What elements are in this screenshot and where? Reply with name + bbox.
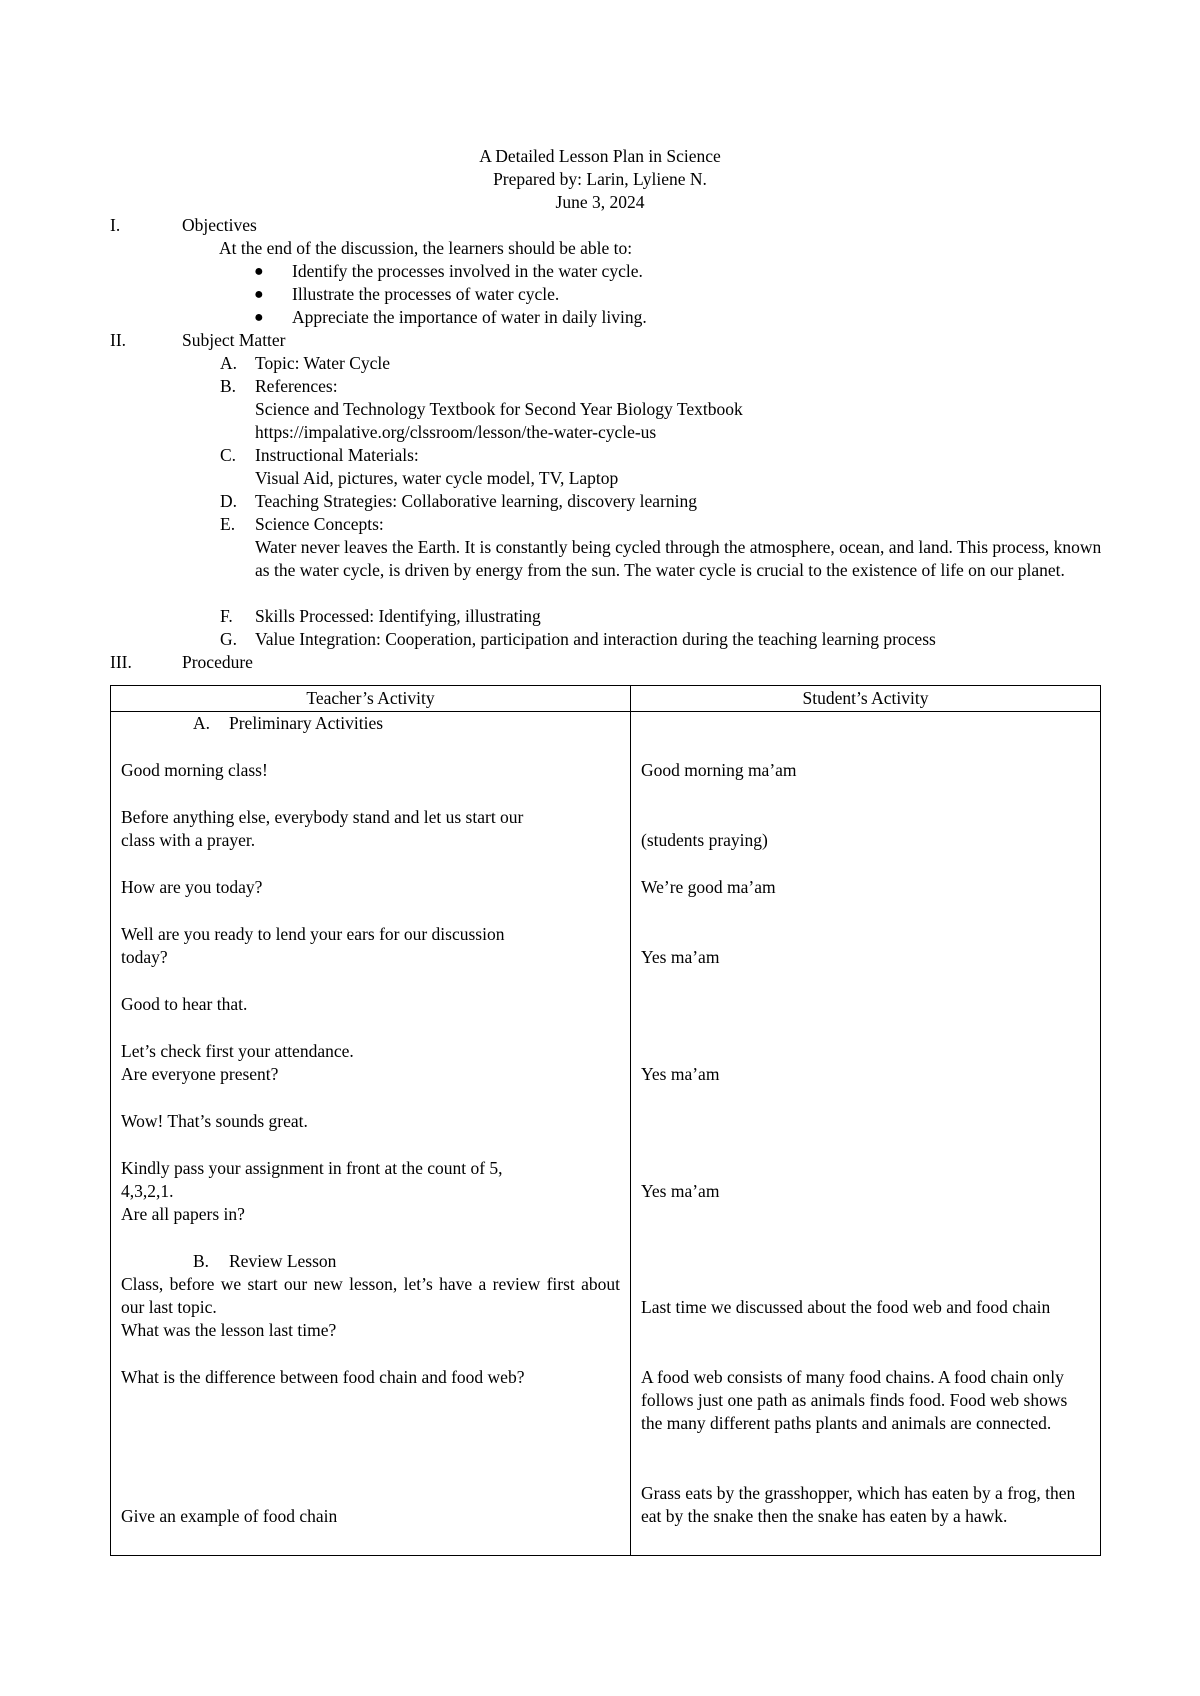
objectives-intro: At the end of the discussion, the learners should be able to:	[219, 238, 633, 258]
teacher-line: Give an example of food chain	[121, 1506, 338, 1526]
document-header	[0, 145, 1200, 214]
table-header-row	[111, 686, 1101, 712]
section-numeral: II.	[110, 330, 127, 350]
student-line: (students praying)	[641, 830, 768, 850]
item-letter: G.	[220, 629, 238, 649]
review-heading	[121, 1250, 620, 1273]
section-numeral: I.	[110, 215, 121, 235]
student-line: A food web consists of many food chains. A food chain only follows just one path as animals finds food. Food web shows the many different paths plants and animals are connected.	[641, 1367, 1068, 1433]
teacher-line: What is the difference between food chain and food web?	[121, 1367, 525, 1387]
teacher-line: Good to hear that.	[121, 994, 248, 1014]
teacher-activity-cell	[111, 712, 631, 1556]
item-text: Topic: Water Cycle	[255, 353, 391, 373]
item-letter: F.	[220, 606, 233, 626]
references-item	[110, 375, 1110, 398]
item-text: Teaching Strategies: Collaborative learning, discovery learning	[255, 491, 697, 511]
section-subject-matter	[110, 329, 1110, 352]
student-line: We’re good ma’am	[641, 877, 776, 897]
student-activity-cell	[631, 712, 1101, 1556]
item-text: Value Integration: Cooperation, participation and interaction during the teaching learning process	[255, 629, 936, 649]
reference-line: Science and Technology Textbook for Second Year Biology Textbook	[255, 399, 743, 419]
teacher-line: How are you today?	[121, 877, 263, 897]
procedure-table	[110, 685, 1101, 1556]
section-heading: Procedure	[182, 652, 253, 672]
student-line: Yes ma’am	[641, 947, 720, 967]
student-line: Yes ma’am	[641, 1181, 720, 1201]
document-date: June 3, 2024	[555, 192, 645, 212]
concepts-item	[110, 513, 1110, 536]
teacher-line: Before anything else, everybody stand and let us start our	[121, 807, 524, 827]
item-text: References:	[255, 376, 338, 396]
section-numeral: III.	[110, 652, 132, 672]
materials-item	[110, 444, 1110, 467]
item-letter: C.	[220, 445, 237, 465]
teacher-line: Let’s check first your attendance.	[121, 1041, 354, 1061]
objective-item	[110, 306, 1110, 329]
item-text: Science Concepts:	[255, 514, 384, 534]
topic-item	[110, 352, 1110, 375]
student-line: Good morning ma’am	[641, 760, 797, 780]
objective-text: Identify the processes involved in the water cycle.	[292, 261, 643, 281]
objective-item	[110, 260, 1110, 283]
teacher-line: Are all papers in?	[121, 1204, 245, 1224]
teacher-line: Wow! That’s sounds great.	[121, 1111, 308, 1131]
prepared-by: Prepared by: Larin, Lyliene N.	[493, 169, 707, 189]
objective-text: Illustrate the processes of water cycle.	[292, 284, 560, 304]
item-letter: A.	[220, 353, 238, 373]
item-text: Skills Processed: Identifying, illustrating	[255, 606, 541, 626]
table-row	[111, 712, 1101, 1556]
item-text: Preliminary Activities	[229, 713, 384, 733]
bullet-icon: ●	[254, 286, 264, 303]
column-header-teacher: Teacher’s Activity	[111, 686, 631, 712]
item-text: Review Lesson	[229, 1251, 337, 1271]
skills-item	[110, 605, 1110, 628]
document-title: A Detailed Lesson Plan in Science	[479, 146, 721, 166]
teacher-line: 4,3,2,1.	[121, 1181, 174, 1201]
teacher-line: Good morning class!	[121, 760, 268, 780]
teacher-line: What was the lesson last time?	[121, 1320, 337, 1340]
item-letter: A.	[193, 713, 211, 733]
item-letter: B.	[193, 1251, 210, 1271]
section-procedure	[110, 651, 1110, 674]
teacher-line: class with a prayer.	[121, 830, 256, 850]
values-item	[110, 628, 1110, 651]
column-header-student: Student’s Activity	[631, 686, 1101, 712]
lesson-outline	[110, 214, 1110, 674]
objective-text: Appreciate the importance of water in daily living.	[292, 307, 647, 327]
bullet-icon: ●	[254, 263, 264, 280]
student-line: Grass eats by the grasshopper, which has eaten by a frog, then eat by the snake then the snake has eaten by a hawk.	[641, 1483, 1076, 1526]
reference-url: https://impalative.org/clssroom/lesson/the-water-cycle-us	[255, 422, 657, 442]
section-objectives	[110, 214, 1110, 237]
student-line: Yes ma’am	[641, 1064, 720, 1084]
prelim-heading	[121, 712, 620, 735]
strategies-item	[110, 490, 1110, 513]
item-letter: E.	[220, 514, 236, 534]
teacher-line: Are everyone present?	[121, 1064, 279, 1084]
concepts-body: Water never leaves the Earth. It is constantly being cycled through the atmosphere, ocean, and land. This process, known as the water cycle, is driven by energy from the sun. The water cycle is crucial to the existence of life on our planet.	[255, 537, 1102, 580]
teacher-line: today?	[121, 947, 168, 967]
teacher-line: Class, before we start our new lesson, let’s have a review first about our last topic.	[121, 1274, 620, 1317]
bullet-icon: ●	[254, 309, 264, 326]
teacher-line: Kindly pass your assignment in front at the count of 5,	[121, 1158, 503, 1178]
teacher-line: Well are you ready to lend your ears for our discussion	[121, 924, 505, 944]
item-letter: B.	[220, 376, 237, 396]
materials-line: Visual Aid, pictures, water cycle model, TV, Laptop	[255, 468, 619, 488]
item-text: Instructional Materials:	[255, 445, 419, 465]
section-heading: Objectives	[182, 215, 257, 235]
objective-item	[110, 283, 1110, 306]
section-heading: Subject Matter	[182, 330, 286, 350]
student-line: Last time we discussed about the food web and food chain	[641, 1297, 1051, 1317]
item-letter: D.	[220, 491, 238, 511]
